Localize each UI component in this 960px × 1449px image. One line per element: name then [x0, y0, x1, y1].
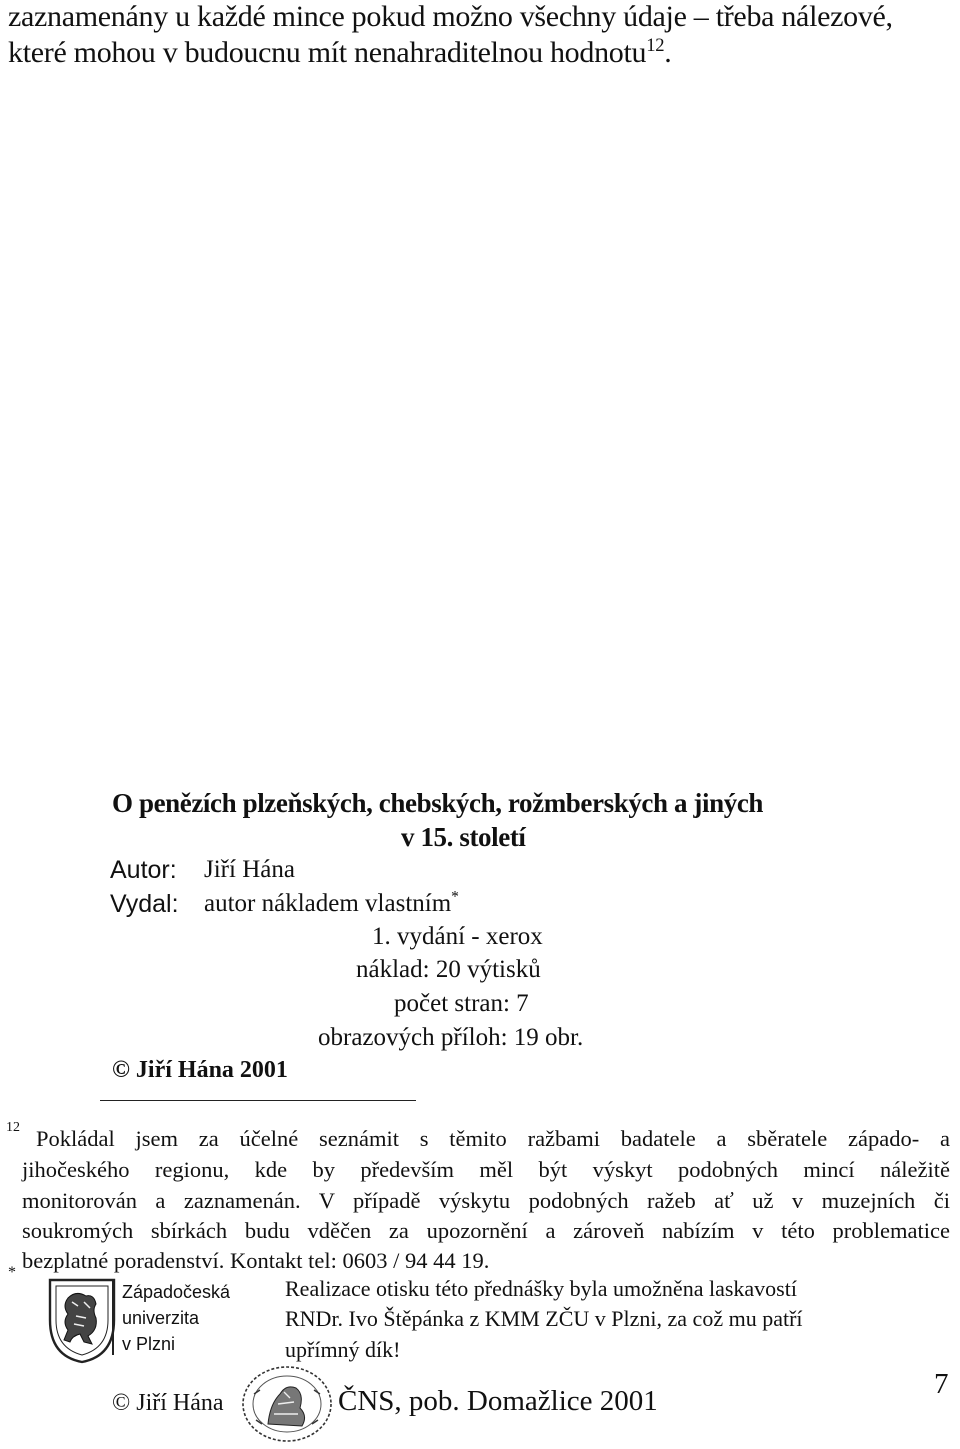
lion-shield-icon	[46, 1276, 118, 1364]
figure-count: obrazových příloh: 19 obr.	[318, 1024, 584, 1051]
footnote-line-1: Pokládal jsem za účelné seznámit s těmito ražbami badatele a sběratele západo- a	[36, 1126, 950, 1151]
footnote-divider	[100, 1100, 416, 1101]
print-run: náklad: 20 výtisků	[356, 956, 541, 983]
footnote-line-4: soukromých sbírkách budu vděčen za upozornění a zároveň nabízím v této problematice	[22, 1218, 950, 1243]
author-label: Autor:	[110, 856, 177, 884]
acknowledgement-line-2: RNDr. Ivo Štěpánka z KMM ZČU v Plzni, za což mu patří	[285, 1306, 803, 1331]
page-count: počet stran: 7	[394, 990, 529, 1017]
footnote-line-2: jihočeského regionu, kde by především měl být výskyt podobných mincí náležitě	[22, 1157, 950, 1182]
university-name: Západočeská univerzita v Plzni	[122, 1282, 231, 1354]
numismatic-society-seal-icon	[240, 1364, 334, 1444]
university-bracket	[112, 1279, 122, 1355]
paragraph-line-1: zaznamenány u každé mince pokud možno všechny údaje – třeba nálezové,	[8, 0, 893, 33]
footnote-line-3: monitorován a zaznamenán. V případě výskytu podobných ražeb ať už v muzejních či	[22, 1188, 950, 1213]
footnote-line-5: bezplatné poradenství. Kontakt tel: 0603 / 94 44 19.	[22, 1248, 490, 1273]
copyright-line: © Jiří Hána 2001	[112, 1057, 288, 1083]
acknowledgement-line-1: Realizace otisku této přednášky byla umožněna laskavostí	[285, 1276, 797, 1301]
paragraph-line-2: které mohou v budoucnu mít nenahraditelnou hodnotu$^{12}$.	[8, 35, 672, 69]
publisher-value: autor nákladem vlastním*	[204, 888, 459, 917]
footer-author: © Jiří Hána	[112, 1390, 224, 1416]
acknowledgement-line-3: upřímný dík!	[285, 1337, 401, 1362]
book-title-line-1: O penězích plzeňských, chebských, rožmberských a jiných	[112, 788, 764, 818]
footer-society: ČNS, pob. Domažlice 2001	[338, 1385, 658, 1417]
society-logo	[240, 1364, 334, 1444]
edition: 1. vydání - xerox	[372, 923, 543, 950]
page-number: 7	[934, 1368, 949, 1400]
author-value: Jiří Hána	[204, 856, 295, 883]
book-title-line-2: v 15. století	[401, 822, 526, 852]
acknowledgement-mark: *	[8, 1264, 16, 1281]
publisher-label: Vydal:	[110, 890, 179, 918]
publisher-note-mark: *	[451, 888, 459, 906]
footnote-ref[interactable]: 12	[646, 35, 665, 56]
footnote-number: 12	[6, 1120, 20, 1135]
university-logo	[46, 1276, 118, 1364]
